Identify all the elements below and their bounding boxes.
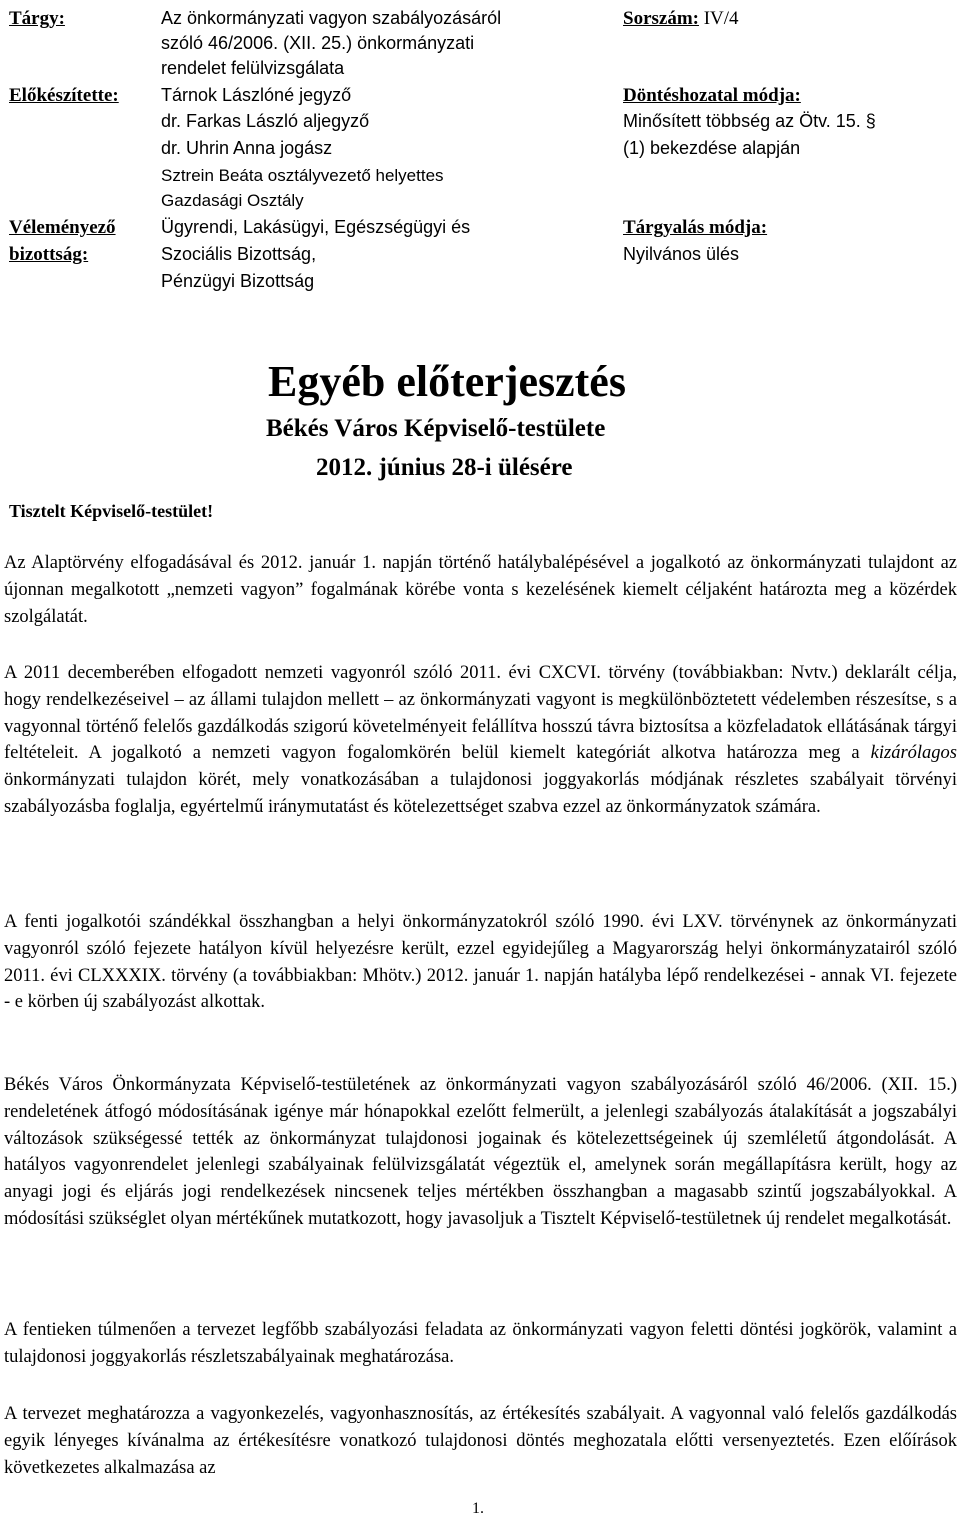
velemenyezo-label-1: Véleményező [9, 217, 116, 238]
preparer-5: Gazdasági Osztály [161, 191, 304, 210]
elokeszitette-label: Előkészítette: [9, 85, 119, 106]
paragraph-5: A fentieken túlmenően a tervezet legfőbb szabályozási feladata az önkormányzati vagyon feletti döntési jogkörök, valamint a tulajdonosi joggyakorlás részletszabályainak meghatározása. [4, 1320, 957, 1367]
donteshozatal-line-2: (1) bekezdése alapján [623, 138, 801, 158]
targy-line-3: rendelet felülvizsgálata [161, 58, 345, 78]
page-number: 1. [472, 1500, 484, 1517]
sorszam [623, 6, 739, 31]
sorszam-value: IV/4 [703, 8, 739, 29]
paragraph-6: A tervezet meghatározza a vagyonkezelés, vagyonhasznosítás, az értékesítés szabályait. A vagyonnal való felelős gazdálkodás egyik lényeges kívánalma az értékesítésre vonatkozó tulajdonosi döntés meghozatala előtti versenyeztetés. Ezen előírások következetes alkalmazása az [4, 1404, 957, 1478]
targyalas-label: Tárgyalás módja: [623, 217, 768, 238]
document-title: Egyéb előterjesztés [268, 357, 626, 406]
paragraph-2-part-a: A 2011 decemberében elfogadott nemzeti vagyonról szóló 2011. évi CXCVI. törvény (továbbiakban: Nvtv.) deklarált célja, hogy rendelkezéseivel – az állami tulajdon mellett – az önkormányzati vagyont is megkülönböztetett védelemben részesítse, s a vagyonnal történő felelős gazdálkodás szigorú követelményeit felállítva hosszú távra biztosítsa a közfeladatok ellátásának tárgyi feltételeit. A jogalkotó a nemzeti vagyon fogalomkörén belül kiemelt kategóriát alkotva határozza meg a [4, 663, 957, 764]
committee-2: Szociális Bizottság, [161, 244, 317, 264]
sorszam-label: Sorszám: [623, 8, 699, 29]
paragraph-3: A fenti jogalkotói szándékkal összhangban a helyi önkormányzatokról szóló 1990. évi LXV. törvénynek az önkormányzati vagyonról szóló fejezete hatályon kívül helyezésre került, ezzel egyidejűleg a Magyarország helyi önkormányzatairól szóló 2011. évi CLXXXIX. törvény (a továbbiakban: Mhötv.) 2012. január 1. napján hatályba lépő rendelkezései - annak VI. fejezete - e körben új szabályozást alkottak. [4, 912, 957, 1013]
velemenyezo-label-2: bizottság: [9, 244, 89, 265]
title-sub-2: 2012. június 28-i ülésére [316, 454, 573, 481]
greeting: Tisztelt Képviselő-testület! [9, 501, 214, 521]
preparer-3: dr. Uhrin Anna jogász [161, 138, 333, 158]
paragraph-2 [4, 660, 957, 821]
preparer-2: dr. Farkas László aljegyző [161, 111, 370, 131]
targy-line-1: Az önkormányzati vagyon szabályozásáról [161, 8, 502, 28]
targy-line-2: szóló 46/2006. (XII. 25.) önkormányzati [161, 33, 475, 53]
paragraph-2-part-b: önkormányzati tulajdon körét, mely vonatkozásában a tulajdonosi joggyakorlás módjának részletes szabályait törvényi szabályozásba foglalja, egyértelmű iránymutatást és kötelezettséget szabva ezzel az önkormányzatok számára. [4, 770, 957, 817]
committee-1: Ügyrendi, Lakásügyi, Egészségügyi és [161, 217, 471, 237]
paragraph-2-italic: kizárólagos [870, 743, 957, 764]
donteshozatal-label: Döntéshozatal módja: [623, 85, 801, 106]
paragraph-4: Békés Város Önkormányzata Képviselő-testületének az önkormányzati vagyon szabályozásáról szóló 46/2006. (XII. 15.) rendeletének átfogó módosításának igénye már hónapokkal ezelőtt felmerült, a jelenlegi szabályozás átalakítását a jogszabályi változások szükségessé tették az önkormányzat tulajdonosi jogainak és kötelezettségeinek új szemléletű átgondolását. A hatályos vagyonrendelet jelenlegi szabályainak felülvizsgálatát végeztük el, amelynek során megállapításra került, hogy az anyagi jogi és eljárás jogi rendelkezések nincsenek teljes mértékben összhangban a magasabb szintű jogszabályokkal. A módosítási szükséglet olyan mértékűnek mutatkozott, hogy javasoljuk a Tisztelt Képviselő-testületnek új rendelet megalkotását. [4, 1075, 957, 1229]
preparer-1: Tárnok Lászlóné jegyző [161, 85, 352, 105]
committee-3: Pénzügyi Bizottság [161, 271, 315, 291]
targyalas-value: Nyilvános ülés [623, 244, 740, 264]
paragraph-1: Az Alaptörvény elfogadásával és 2012. január 1. napján történő hatálybalépésével a jogalkotó az önkormányzati tulajdont az újonnan megalkotott „nemzeti vagyon” fogalmának körébe vonta s kezelésének kiemelt céljaként határozta meg a közérdek szolgálatát. [4, 553, 957, 627]
title-sub-1: Békés Város Képviselő-testülete [266, 415, 606, 442]
preparer-4: Sztrein Beáta osztályvezető helyettes [161, 166, 444, 185]
targy-label: Tárgy: [9, 8, 65, 29]
donteshozatal-line-1: Minősített többség az Ötv. 15. § [623, 111, 876, 131]
